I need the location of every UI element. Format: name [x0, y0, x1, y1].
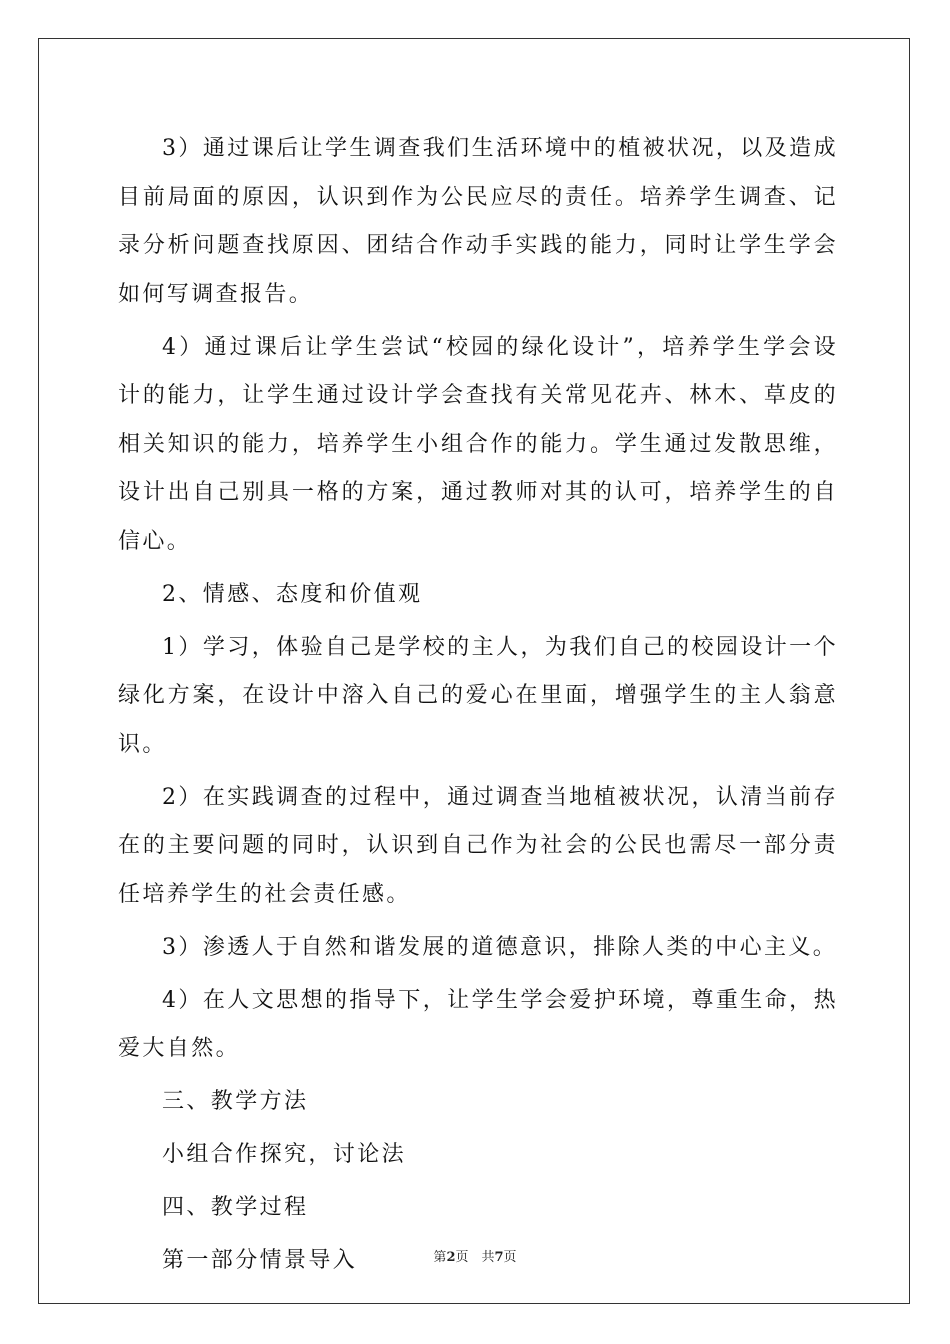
- section-heading: 三、教学方法: [162, 1089, 309, 1114]
- page-suffix: 页: [503, 1250, 517, 1265]
- document-body: [118, 125, 838, 1290]
- section-heading: 2、情感、态度和价值观: [162, 581, 423, 607]
- page-total: 7: [494, 1250, 504, 1265]
- page-prefix: 第: [433, 1250, 447, 1265]
- section-heading: 四、教学过程: [162, 1195, 309, 1220]
- paragraph: 3）渗透人于自然和谐发展的道德意识，排除人类的中心主义。: [162, 934, 838, 960]
- paragraph: 第一部分情景导入: [162, 1248, 358, 1273]
- page-current: 2: [446, 1250, 456, 1265]
- page-mid: 页 共: [455, 1250, 495, 1265]
- page-footer: [0, 1246, 950, 1265]
- paragraph: 3）通过课后让学生调查我们生活环境中的植被状况，以及造成目前局面的原因，认识到作为公民应尽的责任。培养学生调查、记录分析问题查找原因、团结合作动手实践的能力，同时让学生学会如何写调查报告。: [118, 136, 838, 307]
- paragraph: 4）通过课后让学生尝试“校园的绿化设计”，培养学生学会设计的能力，让学生通过设计学会查找有关常见花卉、林木、草皮的相关知识的能力，培养学生小组合作的能力。学生通过发散思维，设计出自己别具一格的方案，通过教师对其的认可，培养学生的自信心。: [118, 334, 838, 554]
- paragraph: 小组合作探究，讨论法: [162, 1142, 407, 1167]
- paragraph: 4）在人文思想的指导下，让学生学会爱护环境，尊重生命，热爱大自然。: [118, 987, 838, 1061]
- paragraph: 1）学习，体验自己是学校的主人，为我们自己的校园设计一个绿化方案，在设计中溶入自己的爱心在里面，增强学生的主人翁意识。: [118, 634, 838, 757]
- paragraph: 2）在实践调查的过程中，通过调查当地植被状况，认清当前存在的主要问题的同时，认识到自己作为社会的公民也需尽一部分责任培养学生的社会责任感。: [118, 784, 838, 907]
